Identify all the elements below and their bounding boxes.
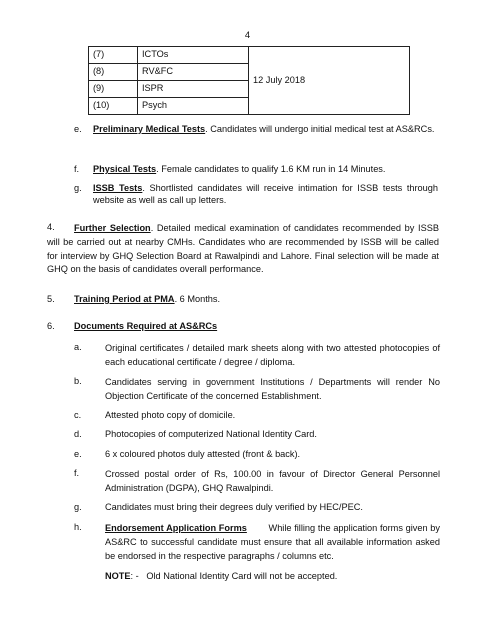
section-number: 4.: [47, 222, 55, 232]
doc-label: a.: [74, 342, 82, 352]
section-training-period: [74, 294, 434, 306]
section-further-selection: [47, 222, 439, 277]
row-number: (7): [89, 47, 138, 64]
section-documents-title: [74, 321, 434, 333]
doc-item: Original certificates / detailed mark sheets along with two attested photocopies of each educational certificate / degree / diploma.: [105, 343, 440, 367]
doc-item-endorsement: [105, 522, 443, 563]
section-title: Documents Required at AS&RCs: [74, 321, 218, 331]
doc-label: h.: [74, 522, 82, 532]
doc-item: 6 x coloured photos duly attested (front & back).: [105, 449, 301, 459]
section-number: 5.: [47, 294, 55, 304]
doc-label: f.: [74, 468, 80, 478]
item-text: . Candidates will undergo initial medical test at AS&RCs.: [205, 124, 435, 134]
row-name: RV&FC: [138, 64, 249, 81]
note-text: : - Old National Identity Card will not be accepted.: [130, 571, 338, 581]
doc-item-text: While filling the application forms given by AS&RC to successful candidate must ensure that all available information asked be endorsed in the respective paragraphs / columns etc.: [105, 523, 443, 561]
section-title: Further Selection: [74, 223, 151, 233]
item-title: Preliminary Medical Tests: [93, 124, 206, 134]
item-title: Physical Tests: [93, 164, 157, 174]
row-name: Psych: [138, 98, 249, 115]
doc-label: g.: [74, 502, 82, 512]
item-label: g.: [74, 183, 82, 193]
doc-label: e.: [74, 449, 82, 459]
designation-table: [88, 46, 410, 115]
interview-date: 12 July 2018: [249, 47, 410, 115]
doc-label: d.: [74, 429, 82, 439]
row-name: ISPR: [138, 81, 249, 98]
doc-item: Candidates serving in government Institutions / Departments will render No Objection Certificate of the concerned Establishment.: [105, 377, 440, 401]
row-name: ICTOs: [138, 47, 249, 64]
doc-item-title: Endorsement Application Forms: [105, 523, 247, 533]
note-label: NOTE: [105, 571, 131, 581]
doc-label: c.: [74, 410, 82, 420]
item-medical-tests: [93, 124, 438, 136]
section-text: . 6 Months.: [174, 294, 221, 304]
doc-label: b.: [74, 376, 82, 386]
table-row: [89, 47, 410, 64]
item-physical-tests: [93, 164, 438, 176]
doc-item: Photocopies of computerized National Identity Card.: [105, 429, 317, 439]
section-title: Training Period at PMA: [74, 294, 175, 304]
item-label: f.: [74, 164, 80, 174]
item-title: ISSB Tests: [93, 183, 143, 193]
row-number: (9): [89, 81, 138, 98]
section-text: . Detailed medical examination of candidates recommended by ISSB will be carried out at nearby CMHs. Candidates who are recommended by ISSB will be called for interview by GHQ Selection Board at Rawalpindi and Lahore. Final selection will be made at GHQ on the basis of candidates overall performance.: [47, 223, 439, 275]
item-issb-tests: [93, 183, 438, 206]
page-number: 4: [244, 30, 251, 41]
doc-item: Crossed postal order of Rs, 100.00 in favour of Director General Personnel Administration (DGPA), GHQ Rawalpindi.: [105, 469, 440, 493]
item-label: e.: [74, 124, 82, 134]
doc-item: Candidates must bring their degrees duly verified by HEC/PEC.: [105, 502, 363, 512]
item-text: . Shortlisted candidates will receive intimation for ISSB tests through website as well as call up letters.: [93, 183, 438, 205]
note: [105, 571, 440, 583]
row-number: (10): [89, 98, 138, 115]
section-number: 6.: [47, 321, 55, 331]
item-text: . Female candidates to qualify 1.6 KM run in 14 Minutes.: [156, 164, 386, 174]
doc-item: Attested photo copy of domicile.: [105, 410, 236, 420]
row-number: (8): [89, 64, 138, 81]
